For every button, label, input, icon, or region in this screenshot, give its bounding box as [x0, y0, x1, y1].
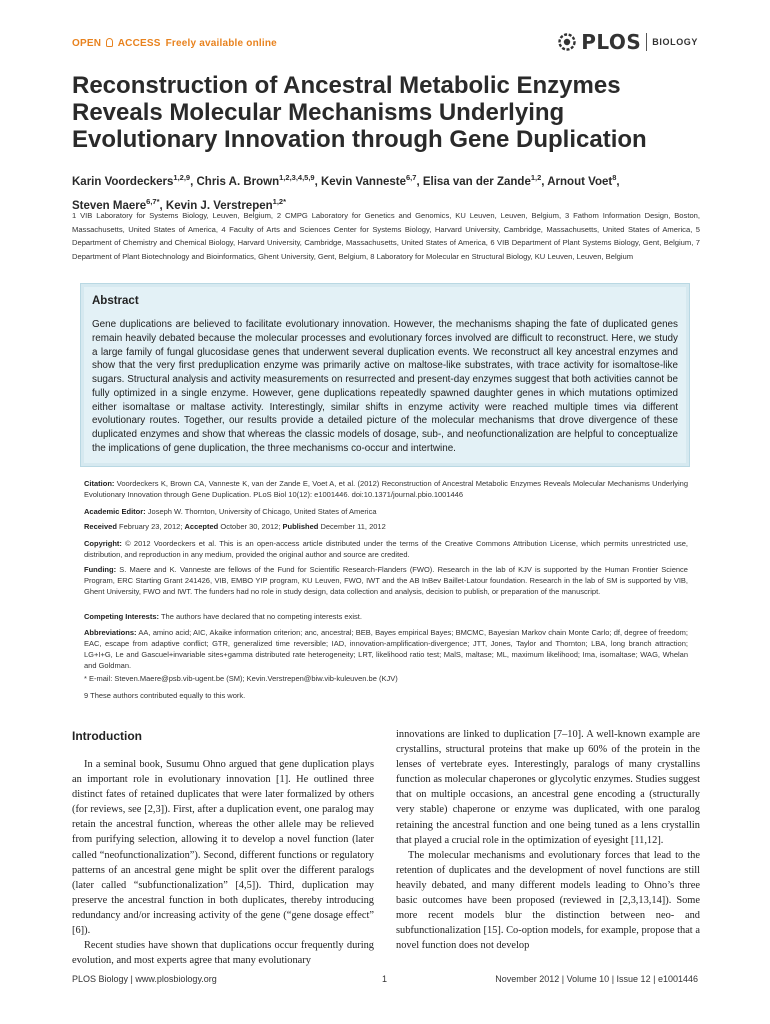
open-access-badge[interactable]: OPEN ACCESS Freely available online — [72, 38, 277, 49]
author-name[interactable]: Chris A. Brown — [196, 175, 280, 188]
paragraph: innovations are linked to duplication [7–10]. A well-known example are crystallins, structural proteins that make up 60% of the protein in the lenses of vertebrate eyes. Interestingly, paralogs of many crystallins function as molecular chaperones or glycolytic enzymes. Studies suggest that on multiple occasions, an ancestral gene encoding a (structurally very stable) chaperone or enzyme was duplicated, with one paralog retaining the ancestral function and one being tuned as a lens crystallin that played a crucial role in the optimization of eyesight [11,12]. — [396, 729, 700, 846]
paragraph: Recent studies have shown that duplications occur frequently during evolution, and most experts agree that many evolutionary — [72, 940, 374, 967]
paragraph: The molecular mechanisms and evolutionary forces that lead to the retention of duplicates and the development of novel functions are still heavily debated, and many different models leading to Ohno’s three basic outcomes have been proposed (reviewed in [2,3,13,14]). Some more recent models blur the distinction between neo- and subfunctionalization [15]. Co-option models, for example, propose that a novel function does not develop — [396, 849, 700, 952]
abstract-heading: Abstract — [92, 295, 139, 307]
page-number: 1 — [382, 974, 388, 984]
footer-right: November 2012 | Volume 10 | Issue 12 | e1001446 — [495, 974, 698, 984]
dates: Received February 23, 2012; Accepted October 30, 2012; Published December 11, 2012 — [84, 522, 386, 531]
funding: Funding: S. Maere and K. Vanneste are fellows of the Fund for Scientific Research-Flanders (FWO). Research in the lab of KJV is supported by the Human Frontier Science Program, ERC Starting Grant 241426, VIB, EMBO YIP program, KU Leuven, FWO, IWT and the AB InBev Baillet-Latour foundation. Research in the lab of SM is supported by VIB, Ghent University, FWO and IWT. The funders had no role in study design, data collection and analysis, decision to publish, or preparation of the manuscript. — [84, 565, 688, 596]
journal-url-link[interactable]: www.plosbiology.org — [135, 974, 217, 984]
intro-left-column — [72, 757, 374, 968]
footer-left: PLOS Biology | www.plosbiology.org — [72, 974, 217, 984]
plos-gear-icon — [556, 31, 578, 53]
author-name[interactable]: Steven Maere — [72, 199, 147, 212]
article-title: Reconstruction of Ancestral Metabolic Enzymes Reveals Molecular Mechanisms Underlying Evolutionary Innovation through Gene Duplication — [72, 72, 647, 153]
abbreviations: Abbreviations: AA, amino acid; AIC, Akaike information criterion; anc, ancestral; BEB, Bayes empirical Bayes; BMCMC, Bayesian Markov chain Monte Carlo; df, degree of freedom; EAC, escape from adaptive conflict; GTR, generalized time reversible; IAD, innovation-amplification-divergence; JTT, Jones, Taylor and Thornton; LBA, long branch attraction; LG+I+G, Le and Gascuel+invariable sites+gamma distributed rate heterogeneity; LRT, likelihood ratio test; MalS, maltase; ML, maximum likelihood; Ima, isomaltase; WAG, Whelan and Goldman. — [84, 628, 689, 670]
journal-header — [72, 30, 698, 56]
author-name[interactable]: Karin Voordeckers — [72, 175, 174, 188]
author-list: Karin Voordeckers$^{1,2,9}$, Chris A. Brown$^{1,2,3,4,5,9}$, Kevin Vanneste$^{6,7}$, Elisa van der Zande$^{1,2}$, Arnout Voet$^8$, Steven Maere$^{6,7*}$, Kevin J. Verstrepen$^{1,2*}$ — [72, 173, 620, 212]
author-name[interactable]: Kevin J. Verstrepen — [165, 199, 273, 212]
intro-right-column — [396, 727, 700, 953]
academic-editor: Academic Editor: Joseph W. Thornton, University of Chicago, United States of America — [84, 507, 377, 516]
abstract-text: Gene duplications are believed to facilitate evolutionary innovation. However, the mechanisms shaping the fate of duplicated genes remain heavily debated because the molecular processes and evolutionary forces involved are difficult to reconstruct. Here, we study a large family of fungal glucosidase genes that underwent several duplication events. We reconstruct all key ancestral enzymes and show that the very first preduplication enzyme was primarily active on maltose-like substrates, with trace activity for isomaltose-like sugars. Structural analysis and activity measurements on resurrected and present-day enzymes suggest that both activities cannot be fully optimized in a single enzyme. However, gene duplications repeatedly spawned daughter genes in which mutations optimized either isomaltase or maltase activity. Interestingly, similar shifts in enzyme activity were reached multiple times via different evolutionary routes. Together, our results provide a detailed picture of the molecular mechanisms that drove divergence of these duplicated enzymes and show that whereas the classic models of dosage, sub-, and neofunctionalization are helpful to conceptualize the implications of gene duplication, the three mechanisms co-occur and intertwine. — [92, 319, 678, 454]
author-name[interactable]: Elisa van der Zande — [422, 175, 531, 188]
author-name[interactable]: Kevin Vanneste — [320, 175, 406, 188]
logo-divider — [646, 33, 647, 51]
citation: Citation: Voordeckers K, Brown CA, Vanneste K, van der Zande E, Voet A, et al. (2012) Reconstruction of Ancestral Metabolic Enzymes Reveals Molecular Mechanisms Underlying Evolutionary Innovation through Gene Duplication. PLoS Biol 10(12): e1001446. doi:10.1371/journal.pbio.1001446 — [84, 479, 688, 499]
paragraph: In a seminal book, Susumu Ohno argued that gene duplication plays an important role in evolutionary innovation [1]. He outlined three distinct fates of retained duplicates that were later formalized by others (for reviews, see [2,3]). First, after a duplication event, one paralog may retain the ancestral function, whereas the other allele may be relieved from purifying selection, allowing it to develop a novel function (later called “neofunctionalization”). Second, different functions or regulatory patterns of an ancestral gene might be split over the different paralogs (later called “subfunctionalization” [4,5]). Third, duplication may preserve the ancestral function in both duplicates, thereby introducing redundancy and/or increasing activity of the gene (“gene dosage effect” [6]). — [72, 759, 374, 937]
equal-contribution-note: 9 These authors contributed equally to this work. — [84, 691, 246, 700]
open-lock-icon — [106, 38, 113, 47]
corresponding-email[interactable]: * E-mail: Steven.Maere@psb.vib-ugent.be (SM); Kevin.Verstrepen@biw.vib-kuleuven.be (KJV) — [84, 674, 398, 683]
plos-biology-logo[interactable]: PLOS BIOLOGY — [556, 30, 698, 54]
affiliations: 1 VIB Laboratory for Systems Biology, Leuven, Belgium, 2 CMPG Laboratory for Genetics and Genomics, KU Leuven, Leuven, Belgium, 3 Fathom Information Design, Boston, Massachusetts, United States of America, 4 Faculty of Arts and Sciences Center for Systems Biology, Harvard University, Cambridge, Massachusetts, United States of America, 5 Department of Chemistry and Chemical Biology, Harvard University, Cambridge, Massachusetts, United States of America, 6 VIB Department of Plant Systems Biology, Gent, Belgium, 7 Department of Plant Biotechnology and Bioinformatics, Ghent University, Gent, Belgium, 8 Laboratory for Molecular en Structural Biology, KU Leuven, Leuven, Belgium — [72, 211, 700, 261]
competing-interests: Competing Interests: The authors have declared that no competing interests exist. — [84, 612, 362, 621]
author-name[interactable]: Arnout Voet — [547, 175, 613, 188]
section-heading-introduction: Introduction — [72, 729, 142, 743]
copyright: Copyright: © 2012 Voordeckers et al. This is an open-access article distributed under the terms of the Creative Commons Attribution License, which permits unrestricted use, distribution, and reproduction in any medium, provided the original author and source are credited. — [84, 539, 688, 559]
